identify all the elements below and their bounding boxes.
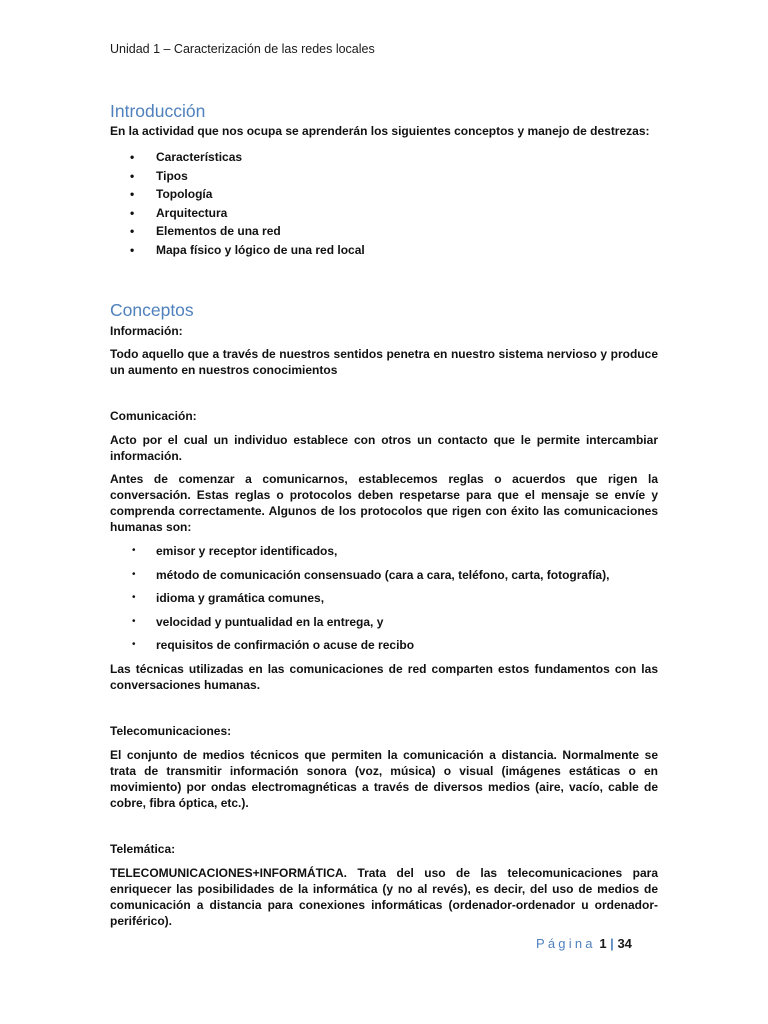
- list-item: • idioma y gramática comunes,: [132, 591, 325, 606]
- bullet-icon: •: [132, 592, 136, 604]
- page-total: 34: [617, 936, 632, 951]
- list-item: • Topología: [130, 187, 213, 201]
- intro-heading: Introducción: [110, 101, 206, 121]
- bullet-icon: •: [132, 639, 136, 651]
- page-separator: |: [610, 936, 614, 951]
- bullet-icon: •: [130, 224, 135, 238]
- list-item: • método de comunicación consensuado (cara a cara, teléfono, carta, fotografía),: [132, 567, 610, 582]
- list-item: • Elementos de una red: [130, 224, 281, 238]
- comunicacion-p3: Las técnicas utilizadas en las comunicaciones de red comparten estos fundamentos con las conversaciones humanas.: [110, 661, 658, 692]
- intro-lead: En la actividad que nos ocupa se aprenderán los siguientes conceptos y manejo de destrezas:: [110, 124, 650, 138]
- informacion-title: Información:: [110, 324, 183, 338]
- bullet-icon: •: [132, 568, 136, 580]
- comunicacion-p1: Acto por el cual un individuo establece con otros un contacto que le permite intercambiar información.: [110, 433, 658, 463]
- bullet-icon: •: [130, 187, 135, 201]
- list-item: • Arquitectura: [130, 205, 228, 220]
- list-item: • Tipos: [130, 168, 188, 183]
- list-item: • Mapa físico y lógico de una red local: [130, 242, 365, 257]
- page-header: Unidad 1 – Caracterización de las redes locales: [110, 42, 375, 56]
- concepts-heading: Conceptos: [110, 300, 194, 320]
- intro-list: [110, 148, 658, 259]
- telematica-title: Telemática:: [110, 841, 176, 856]
- telematica-text: TELECOMUNICACIONES+INFORMÁTICA. Trata del uso de las telecomunicaciones para enriquecer las posibilidades de la informática (y no al revés), es decir, del uso de medios de comunicación a distancia para conexiones informáticas (ordenador-ordenador u ordenador-periférico).: [110, 865, 658, 928]
- bullet-icon: •: [130, 150, 135, 164]
- comunicacion-title: Comunicación:: [110, 409, 197, 423]
- bullet-icon: •: [132, 545, 136, 556]
- page-footer: [536, 936, 632, 951]
- comunicacion-p2: Antes de comenzar a comunicarnos, establecemos reglas o acuerdos que rigen la conversación. Estas reglas o protocolos deben respetarse para que el mensaje se envíe y comprenda correctamente. Algunos de los protocolos que rigen con éxito las comunicaciones humanas son:: [110, 472, 658, 534]
- bullet-icon: •: [130, 168, 135, 183]
- page-content: [110, 100, 658, 929]
- list-item: • requisitos de confirmación o acuse de recibo: [132, 638, 415, 653]
- informacion-text: Todo aquello que a través de nuestros sentidos penetra en nuestro sistema nervioso y produce un aumento en nuestros conocimientos: [110, 347, 658, 377]
- telecomunicaciones-text: El conjunto de medios técnicos que permiten la comunicación a distancia. Normalmente se trata de transmitir información sonora (voz, música) o visual (imágenes estáticas o en movimiento) por ondas electromagnéticas a través de diversos medios (aire, vacío, cable de cobre, fibra óptica, etc.).: [110, 747, 658, 810]
- bullet-icon: •: [132, 615, 136, 627]
- list-item: • emisor y receptor identificados,: [132, 544, 338, 558]
- list-item: • Características: [130, 150, 243, 164]
- bullet-icon: •: [130, 242, 135, 257]
- comunicacion-list: [110, 542, 658, 660]
- bullet-icon: •: [130, 205, 135, 220]
- page-word: Página: [536, 936, 596, 951]
- page-number: 1: [599, 936, 607, 951]
- telecomunicaciones-title: Telecomunicaciones:: [110, 723, 232, 738]
- list-item: • velocidad y puntualidad en la entrega, y: [132, 614, 384, 629]
